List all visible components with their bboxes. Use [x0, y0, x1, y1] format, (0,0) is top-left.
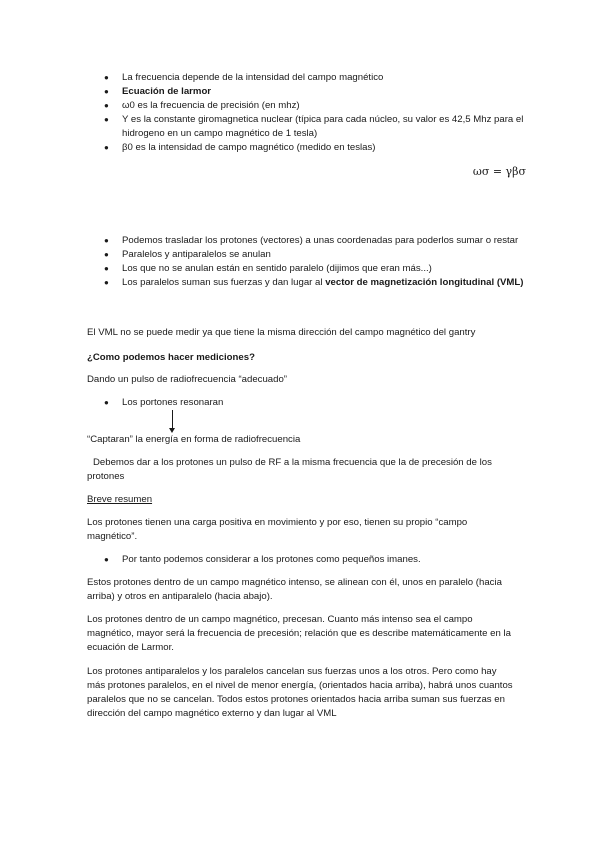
list-item: ● Los portones resonaran [104, 397, 224, 408]
bullet-icon: ● [104, 555, 109, 564]
larmor-equation: ωσ = γβσ [472, 165, 526, 178]
list-item: ● Y es la constante giromagnetica nuclear (típica para cada núcleo, su valor es 42,5 Mhz para el hidrogeno en un campo magnético de 1 tesla) [104, 114, 524, 139]
bullet-icon: ● [104, 236, 109, 245]
paragraph-alinean: Estos protones dentro de un campo magnético intenso, se alinean con él, unos en paralelo (hacia arriba) y otros en antiparalelo (hacia abajo). [87, 577, 502, 602]
bullet-icon: ● [104, 101, 109, 110]
bullet-icon: ● [104, 278, 109, 287]
heading-mediciones: ¿Como podemos hacer mediciones? [87, 352, 255, 363]
paragraph-vml: El VML no se puede medir ya que tiene la misma dirección del campo magnético del gantry [87, 327, 476, 338]
list-item: ● Los que no se anulan están en sentido paralelo (dijimos que eran más...) [104, 263, 432, 274]
list-item: ● Podemos trasladar los protones (vectores) a unas coordenadas para poderlos sumar o restar [104, 235, 519, 246]
bullet-icon: ● [104, 143, 109, 152]
list-item: ● Paralelos y antiparalelos se anulan [104, 249, 271, 260]
bullet-list-imanes [104, 553, 524, 567]
list-item: ● Ecuación de larmor [104, 86, 212, 97]
list-item: ● ω0 es la frecuencia de precisión (en mhz) [104, 100, 300, 111]
list-item: ● Los paralelos suman sus fuerzas y dan lugar al vector de magnetización longitudinal (VML) [104, 277, 524, 288]
bullet-list-resonaran [104, 396, 524, 410]
paragraph-debemos: Debemos dar a los protones un pulso de RF a la misma frecuencia que la de precesión de los protones [87, 457, 492, 482]
bullet-icon: ● [104, 398, 109, 407]
bullet-icon: ● [104, 264, 109, 273]
bullet-icon: ● [104, 115, 109, 124]
list-item: ● β0 es la intensidad de campo magnético (medido en teslas) [104, 142, 376, 153]
heading-breve-resumen: Breve resumen [87, 494, 153, 505]
bullet-icon: ● [104, 73, 109, 82]
arrow-line [172, 410, 173, 430]
paragraph-cancelan: Los protones antiparalelos y los paralelos cancelan sus fuerzas unos a los otros. Pero como hay más protones paralelos, en el nivel de menor energía, (orientados hacia arriba), habrá unos cuantos paralelos que no se cancelan. Todos estos protones orientados hacia arriba suman sus fuerzas en dirección del campo magnético externo y dan lugar al VML [87, 666, 513, 719]
bullet-icon: ● [104, 250, 109, 259]
paragraph-precesan: Los protones dentro de un campo magnético, precesan. Cuanto más intenso sea el campo magnético, mayor será la frecuencia de precesión; relación que es describe matemáticamente en la ecuación de Larmor. [87, 614, 511, 653]
list-item: ● La frecuencia depende de la intensidad del campo magnético [104, 72, 384, 83]
bullet-list-larmor [104, 71, 524, 155]
list-item: ● Por tanto podemos considerar a los protones como pequeños imanes. [104, 554, 421, 565]
paragraph-captaran: “Captaran” la energía en forma de radiofrecuencia [87, 434, 301, 445]
bullet-list-vectors [104, 234, 524, 290]
bullet-icon: ● [104, 87, 109, 96]
paragraph-pulso: Dando un pulso de radiofrecuencia “adecuado” [87, 374, 288, 385]
paragraph-carga: Los protones tienen una carga positiva en movimiento y por eso, tienen su propio “campo magnético”. [87, 517, 468, 542]
